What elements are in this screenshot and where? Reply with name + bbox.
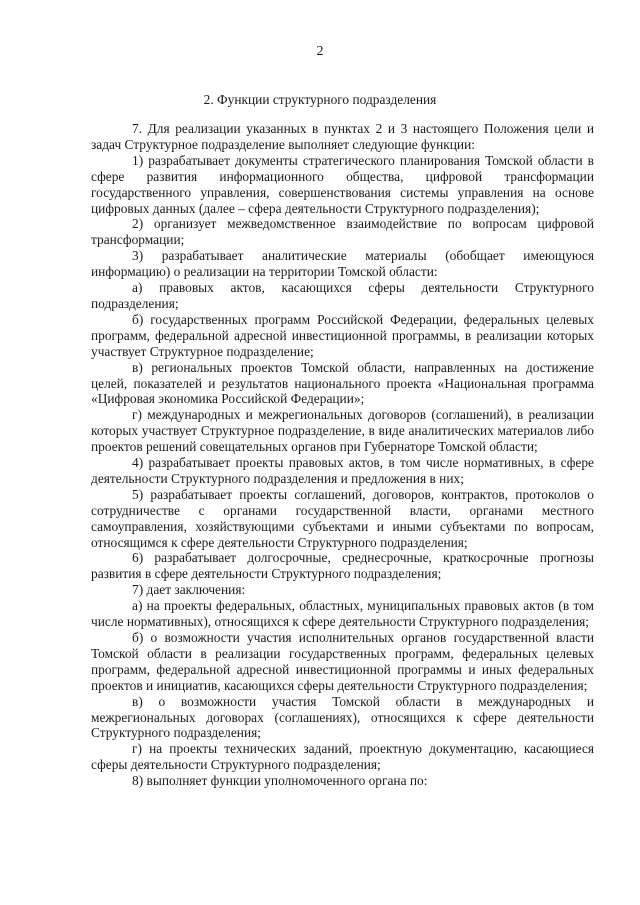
page-number: 2 <box>316 44 324 59</box>
paragraph-function-6: 6) разрабатывает долгосрочные, среднесрочные, краткосрочные прогнозы развития в сфере деятельности Структурного подразделения; <box>91 550 594 582</box>
paragraph-function-7b: б) о возможности участия исполнительных органов государственной власти Томской области в реализации государственных программ, федеральных целевых программ, федеральной адресной инвестиционной программы и иных федеральных проектов и инициатив, касающихся сферы деятельности Структурного подразделения; <box>91 630 594 693</box>
paragraph-7-intro: 7. Для реализации указанных в пунктах 2 и 3 настоящего Положения цели и задач Структурное подразделение выполняет следующие функции: <box>91 121 594 152</box>
paragraph-function-3: 3) разрабатывает аналитические материалы (обобщает имеющуюся информацию) о реализации на территории Томской области: <box>91 248 594 280</box>
paragraph-function-3a: а) правовых актов, касающихся сферы деятельности Структурного подразделения; <box>91 280 594 311</box>
paragraph-function-5: 5) разрабатывает проекты соглашений, договоров, контрактов, протоколов о сотрудничестве с органами государственной власти, органами местного самоуправления, хозяйствующими субъектами и иными субъектами по вопросам, относящимся к сфере деятельности Структурного подразделения; <box>91 486 594 550</box>
paragraph-function-1: 1) разрабатывает документы стратегического планирования Томской области в сфере развития информационного общества, цифровой трансформации государственного управления, совершенствования системы управления на основе цифровых данных (далее – сфера деятельности Структурного подразделения); <box>91 152 594 216</box>
paragraph-function-7: 7) дает заключения: <box>132 582 246 598</box>
paragraph-function-7a: а) на проекты федеральных, областных, муниципальных правовых актов (в том числе нормативных), относящихся к сфере деятельности Структурного подразделения; <box>91 598 594 630</box>
paragraph-function-4: 4) разрабатывает проекты правовых актов, в том числе нормативных, в сфере деятельности Структурного подразделения и предложения в них; <box>91 455 594 486</box>
paragraph-function-8: 8) выполняет функции уполномоченного органа по: <box>132 773 428 789</box>
paragraph-function-3g: г) международных и межрегиональных договоров (соглашений), в реализации которых участвует Структурное подразделение, в виде аналитических материалов либо проектов решений совещательных органов при Губернаторе Томской области; <box>91 407 594 455</box>
paragraph-function-3b: б) государственных программ Российской Федерации, федеральных целевых программ, федеральной адресной инвестиционной программы, в реализации которых участвует Структурное подразделение; <box>91 311 594 359</box>
paragraph-function-7v: в) о возможности участия Томской области в международных и межрегиональных договорах (соглашениях), относящихся к сфере деятельности Структурного подразделения; <box>91 693 594 741</box>
paragraph-function-3v: в) региональных проектов Томской области, направленных на достижение целей, показателей и результатов национального проекта «Национальная программа «Цифровая экономика Российской Федерации»; <box>91 359 594 407</box>
section-title: 2. Функции структурного подразделения <box>203 92 437 107</box>
body-text <box>91 121 594 789</box>
paragraph-function-2: 2) организует межведомственное взаимодействие по вопросам цифровой трансформации; <box>91 216 594 248</box>
paragraph-function-7g: г) на проекты технических заданий, проектную документацию, касающиеся сферы деятельности Структурного подразделения; <box>91 741 594 773</box>
